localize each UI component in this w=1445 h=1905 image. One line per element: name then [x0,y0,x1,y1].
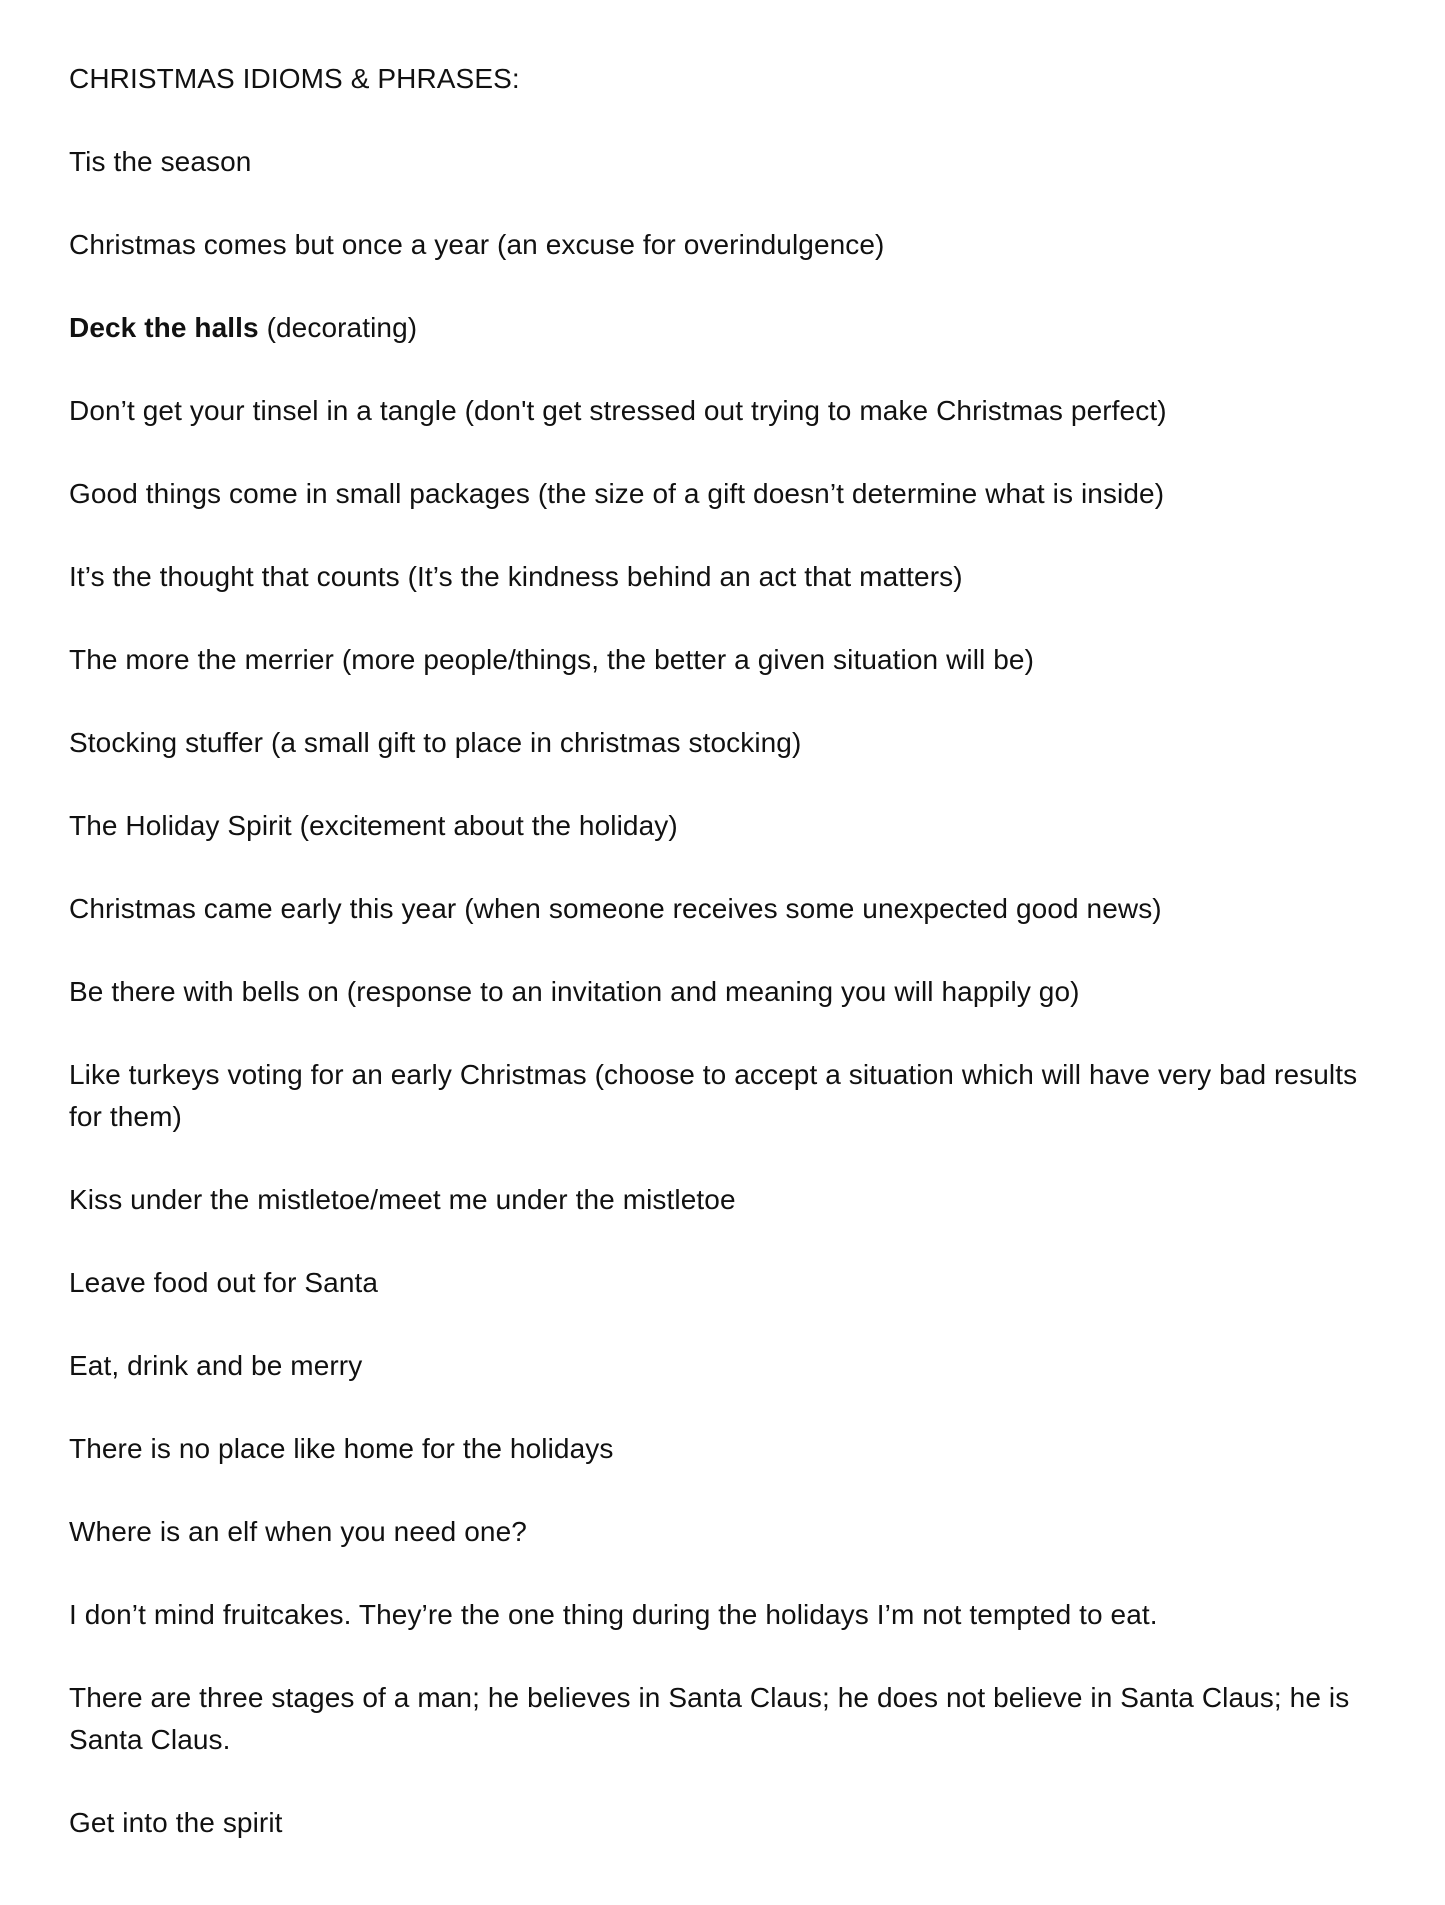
phrase-entry: Like turkeys voting for an early Christmas (choose to accept a situation which will have very bad results for them) [69,1059,1358,1132]
phrase-entry: Leave food out for Santa [69,1267,379,1298]
phrase-entry: Good things come in small packages (the size of a gift doesn’t determine what is inside) [69,478,1165,509]
phrase-entry: It’s the thought that counts (It’s the kindness behind an act that matters) [69,561,963,592]
document-content [69,58,1389,1885]
phrase-entry: I don’t mind fruitcakes. They’re the one thing during the holidays I’m not tempted to eat. [69,1599,1158,1630]
phrase-entry: Deck the halls (decorating) [69,312,418,343]
phrase-entry: Where is an elf when you need one? [69,1516,527,1547]
phrase-entry: Get into the spirit [69,1807,283,1838]
phrase-entry: Eat, drink and be merry [69,1350,363,1381]
phrase-entry: Don’t get your tinsel in a tangle (don't get stressed out trying to make Christmas perfect) [69,395,1167,426]
phrase-entry: Christmas comes but once a year (an excuse for overindulgence) [69,229,885,260]
phrase-entry: The Holiday Spirit (excitement about the holiday) [69,810,678,841]
phrase-entry: There is no place like home for the holidays [69,1433,614,1464]
phrase-entry: Christmas came early this year (when someone receives some unexpected good news) [69,893,1162,924]
phrase-entry: Stocking stuffer (a small gift to place in christmas stocking) [69,727,802,758]
phrase-entry: Kiss under the mistletoe/meet me under the mistletoe [69,1184,736,1215]
phrase-entry: Be there with bells on (response to an invitation and meaning you will happily go) [69,976,1080,1007]
phrase-entry: There are three stages of a man; he believes in Santa Claus; he does not believe in Santa Claus; he is Santa Claus. [69,1682,1350,1755]
phrase-entry: Tis the season [69,146,252,177]
bold-phrase: Deck the halls [69,312,259,343]
page-title: CHRISTMAS IDIOMS & PHRASES: [69,63,520,94]
phrase-entry: The more the merrier (more people/things, the better a given situation will be) [69,644,1035,675]
